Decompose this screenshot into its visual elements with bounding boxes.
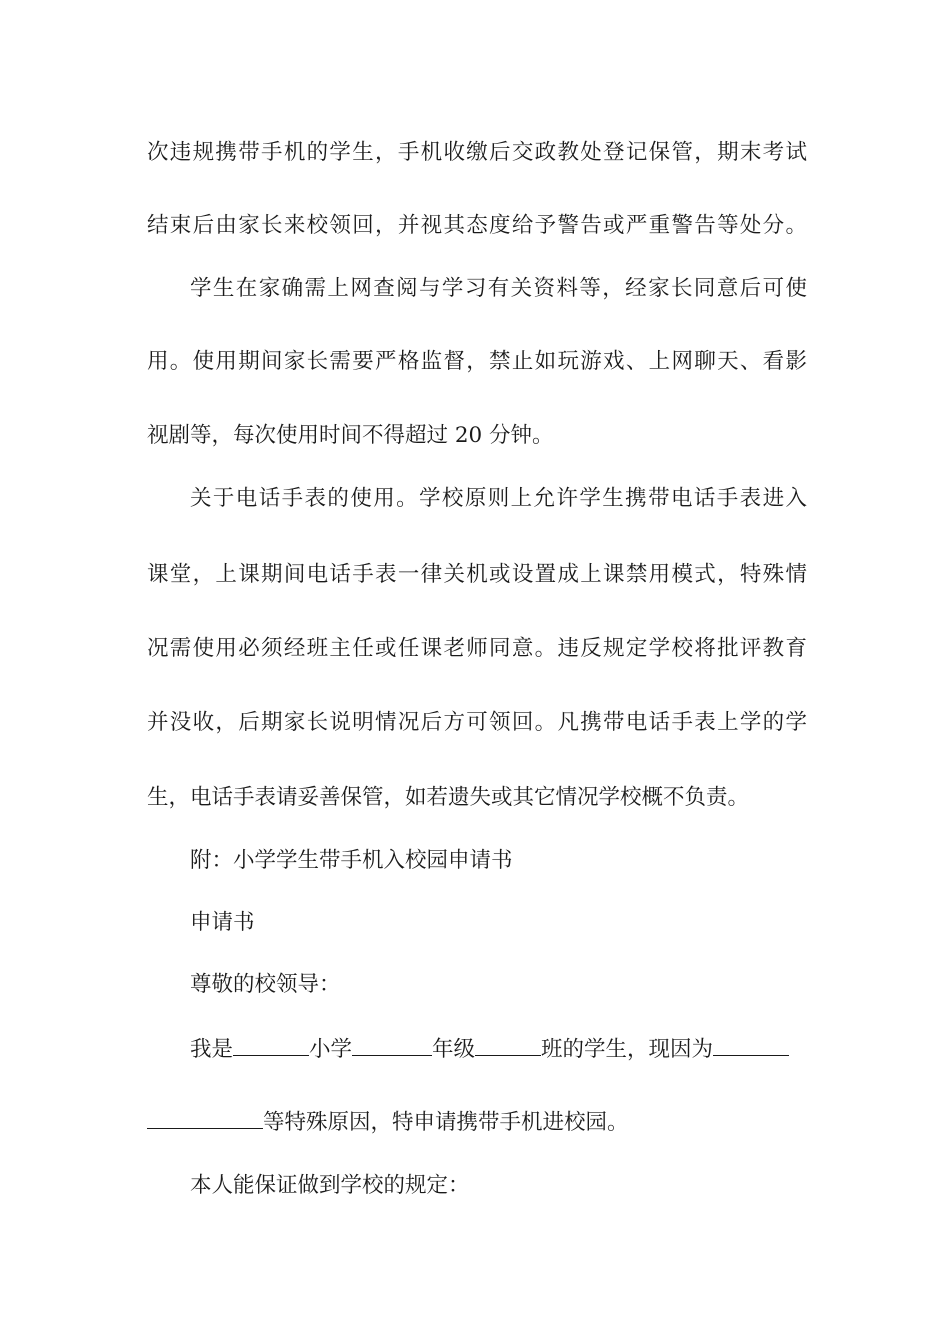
paragraph-line: 结束后由家长来校领回，并视其态度给予警告或严重警告等处分。 xyxy=(147,213,807,238)
appendix-title: 附：小学学生带手机入校园申请书 xyxy=(190,848,513,873)
pledge: 本人能保证做到学校的规定： xyxy=(190,1173,470,1198)
paragraph-line: 关于电话手表的使用。学校原则上允许学生携带电话手表进入 xyxy=(190,486,807,511)
application-line xyxy=(190,1035,807,1065)
label-i-am: 我是 xyxy=(190,1037,234,1062)
grade-blank[interactable] xyxy=(352,1035,432,1056)
paragraph-line: 次违规携带手机的学生，手机收缴后交政教处登记保管，期末考试 xyxy=(147,140,807,165)
salutation: 尊敬的校领导： xyxy=(190,972,341,997)
label-school: 小学 xyxy=(309,1037,353,1062)
paragraph-line: 用。使用期间家长需要严格监督，禁止如玩游戏、上网聊天、看影 xyxy=(147,349,807,374)
label-grade: 年级 xyxy=(432,1037,476,1062)
paragraph-line: 生，电话手表请妥善保管，如若遗失或其它情况学校概不负责。 xyxy=(147,785,750,810)
paragraph-line: 况需使用必须经班主任或任课老师同意。违反规定学校将批评教育 xyxy=(147,636,807,661)
reason-suffix: 等特殊原因，特申请携带手机进校园。 xyxy=(263,1110,629,1135)
paragraph-line: 学生在家确需上网查阅与学习有关资料等，经家长同意后可使 xyxy=(190,276,807,301)
reason-blank-continued[interactable] xyxy=(147,1108,263,1129)
label-class-student: 班的学生，现因为 xyxy=(541,1037,714,1062)
reason-blank[interactable] xyxy=(713,1035,789,1056)
application-line-2 xyxy=(147,1108,807,1138)
paragraph-line: 并没收，后期家长说明情况后方可领回。凡携带电话手表上学的学 xyxy=(147,710,807,735)
class-blank[interactable] xyxy=(475,1035,541,1056)
paragraph-line: 视剧等，每次使用时间不得超过 20 分钟。 xyxy=(147,423,554,448)
paragraph-line: 课堂，上课期间电话手表一律关机或设置成上课禁用模式，特殊情 xyxy=(147,562,807,587)
form-title: 申请书 xyxy=(190,910,255,935)
school-name-blank[interactable] xyxy=(233,1035,309,1056)
